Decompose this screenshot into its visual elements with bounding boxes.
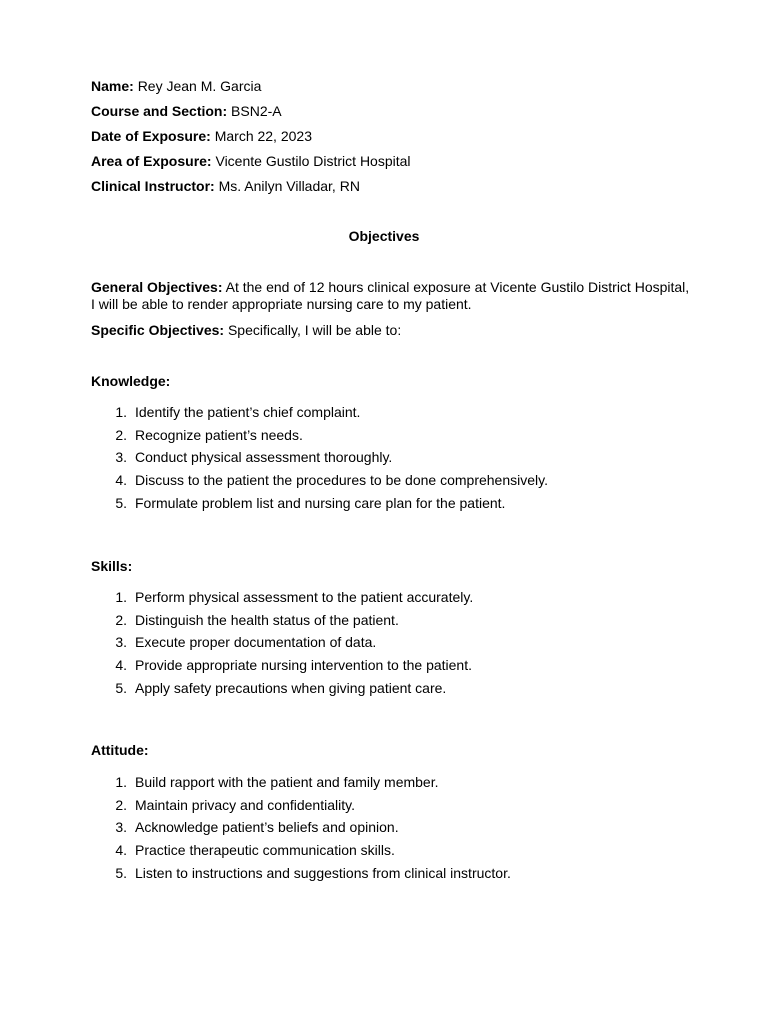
course-value: BSN2-A [231,103,282,119]
specific-objectives-text: Specifically, I will be able to: [227,322,402,338]
list-number: 4. [115,842,127,859]
knowledge-heading: Knowledge: [91,373,171,389]
list-number: 5. [115,494,127,511]
list-text: Build rapport with the patient and family member. [135,774,439,790]
list-number: 5. [115,864,127,881]
list-number: 2. [115,611,127,628]
area-value: Vicente Gustilo District Hospital [215,153,411,169]
list-text: Practice therapeutic communication skills. [135,842,395,859]
list-text: Identify the patient’s chief complaint. [135,404,361,420]
list-number: 1. [115,404,127,420]
list-number: 4. [115,472,127,489]
list-text: Apply safety precautions when giving patient care. [135,679,447,696]
instructor-value: Ms. Anilyn Villadar, RN [218,178,360,194]
instructor-label: Clinical Instructor: [91,178,215,194]
list-text: Execute proper documentation of data. [135,634,377,651]
instructor-line [91,178,360,194]
list-number: 3. [115,634,127,651]
name-value: Rey Jean M. Garcia [137,78,262,94]
specific-objectives-label: Specific Objectives: [91,322,225,338]
list-text: Formulate problem list and nursing care plan for the patient. [135,494,506,511]
date-label: Date of Exposure: [91,128,211,144]
list-text: Listen to instructions and suggestions from clinical instructor. [135,864,511,881]
name-line [91,78,261,94]
list-text: Maintain privacy and confidentiality. [135,796,355,813]
area-label: Area of Exposure: [91,153,212,169]
list-number: 3. [115,449,127,466]
course-label: Course and Section: [91,103,228,119]
date-line [91,128,312,144]
name-label: Name: [91,78,134,94]
course-line [91,103,282,119]
list-text: Provide appropriate nursing intervention to the patient. [135,657,472,674]
document-title: Objectives [348,228,420,244]
general-objectives [91,279,691,313]
specific-objectives [91,322,691,339]
date-value: March 22, 2023 [214,128,312,144]
general-objectives-text: At the end of 12 hours clinical exposure at Vicente Gustilo District Hospital, I will be able to render appropriate nursing care to my patient. [91,279,690,312]
list-number: 3. [115,819,127,836]
list-text: Acknowledge patient’s beliefs and opinion. [135,819,399,836]
list-text: Recognize patient’s needs. [135,426,303,443]
list-number: 1. [115,774,127,790]
general-objectives-label: General Objectives: [91,279,223,295]
attitude-heading: Attitude: [91,742,149,758]
list-number: 1. [115,589,127,605]
list-number: 5. [115,679,127,696]
list-number: 2. [115,796,127,813]
list-text: Discuss to the patient the procedures to be done comprehensively. [135,472,548,489]
area-line [91,153,411,169]
list-text: Conduct physical assessment thoroughly. [135,449,393,466]
list-number: 2. [115,426,127,443]
list-text: Perform physical assessment to the patient accurately. [135,589,474,605]
list-number: 4. [115,657,127,674]
skills-heading: Skills: [91,558,133,574]
list-text: Distinguish the health status of the patient. [135,611,399,628]
